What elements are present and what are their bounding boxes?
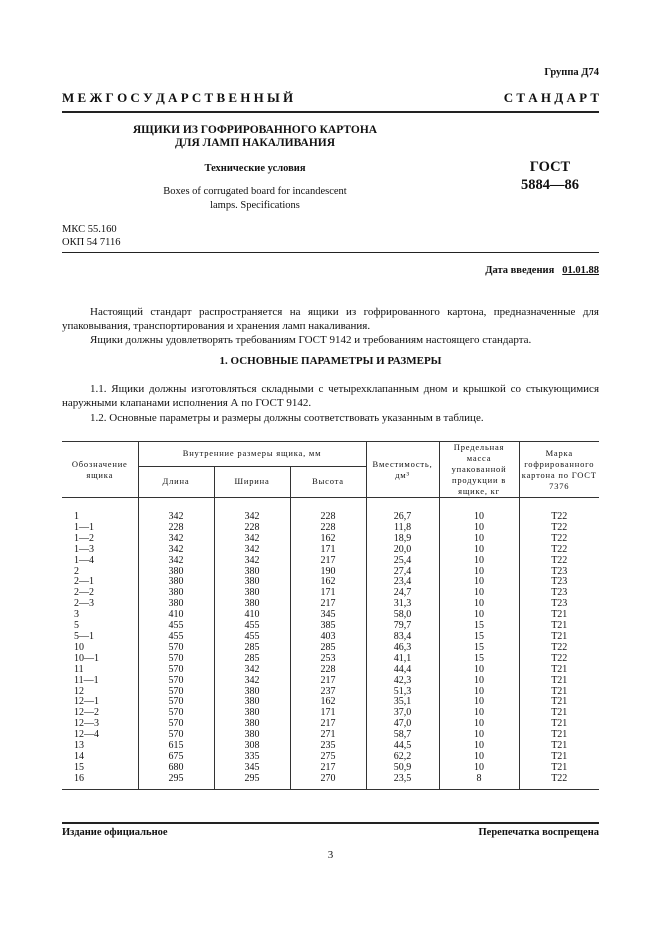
table-cell: 345 [214,763,290,774]
table-cell: 570 [138,730,214,741]
table-cell: 1—3 [62,545,138,556]
table-cell: 235 [290,741,366,752]
table-cell: 253 [290,654,366,665]
table-cell: 10 [439,577,519,588]
table-cell: 380 [138,588,214,599]
table-cell: Т23 [519,599,599,610]
table-cell: 1—1 [62,523,138,534]
header-max-mass: Предельная масса упакованной продукции в ящике, кг [439,442,519,498]
table-cell: 10 [439,665,519,676]
table-cell: 570 [138,719,214,730]
table-cell: 12—2 [62,708,138,719]
table-cell: Т22 [519,643,599,654]
table-row [62,665,599,676]
gost-number: 5884—86 [521,177,579,193]
table-cell: 675 [138,752,214,763]
table-cell: 217 [290,676,366,687]
table-cell: 570 [138,665,214,676]
table-row [62,498,599,523]
table-cell: 380 [138,599,214,610]
intro-paragraph-2-text: Ящики должны удовлетворять требованиям ГОСТ 9142 и требованиям настоящего стандарта. [90,334,532,346]
effective-date-label: Дата введения [485,265,555,276]
table-cell: Т22 [519,498,599,523]
table-cell: 380 [214,687,290,698]
table-cell: 615 [138,741,214,752]
table-cell: 342 [214,556,290,567]
table-cell: 11 [62,665,138,676]
parameters-table [62,441,599,790]
table-cell: 570 [138,697,214,708]
standard-banner [62,90,599,106]
header-length: Длина [138,466,214,497]
table-cell: 41,1 [366,654,439,665]
table-cell: 455 [138,621,214,632]
table-cell: 342 [214,676,290,687]
table-cell: 5 [62,621,138,632]
table-cell: 295 [214,774,290,789]
header-rule [62,111,599,113]
table-cell: 228 [214,523,290,534]
table-cell: 11,8 [366,523,439,534]
intro-paragraph-1-text: Настоящий стандарт распространяется на ящики из гофрированного картона, предназначенные для упаковывания, транспортирования и хранения ламп накаливания. [62,306,599,332]
mks-code: МКС 55.160 [62,224,117,235]
table-cell: 37,0 [366,708,439,719]
table-cell: 58,7 [366,730,439,741]
table-cell: 10 [439,719,519,730]
table-cell: 228 [290,498,366,523]
table-cell: 217 [290,719,366,730]
table-cell: 380 [138,577,214,588]
table-row [62,774,599,789]
table-cell: 42,3 [366,676,439,687]
table-cell: 44,5 [366,741,439,752]
table-cell: 79,7 [366,621,439,632]
header-capacity: Вместимость, дм³ [366,442,439,498]
table-cell: 342 [138,498,214,523]
table-cell: 50,9 [366,763,439,774]
table-cell: 15 [439,654,519,665]
table-cell: 380 [214,719,290,730]
table-cell: 58,0 [366,610,439,621]
table-cell: 342 [138,545,214,556]
table-cell: 15 [439,621,519,632]
table-cell: 10 [439,498,519,523]
table-cell: 680 [138,763,214,774]
table-cell: 228 [290,665,366,676]
intro-paragraph-2 [62,333,599,347]
table-cell: 15 [62,763,138,774]
table-cell: 271 [290,730,366,741]
okp-code: ОКП 54 7116 [62,237,121,248]
table-cell: 10 [439,697,519,708]
table-cell: 62,2 [366,752,439,763]
table-cell: 228 [138,523,214,534]
table-cell: 16 [62,774,138,789]
table-cell: Т21 [519,708,599,719]
header-width: Ширина [214,466,290,497]
table-cell: 455 [214,621,290,632]
table-cell: 275 [290,752,366,763]
table-cell: 23,4 [366,577,439,588]
table-cell: 12—3 [62,719,138,730]
table-cell: 380 [214,588,290,599]
table-cell: 380 [214,697,290,708]
table-cell: 342 [214,534,290,545]
table-cell: Т22 [519,523,599,534]
header-inner-dimensions: Внутренние размеры ящика, мм [138,442,366,467]
table-cell: 10 [62,643,138,654]
table-cell: 455 [138,632,214,643]
table-cell: Т23 [519,577,599,588]
title-line-1: ЯЩИКИ ИЗ ГОФРИРОВАННОГО КАРТОНА [132,124,378,136]
table-cell: 270 [290,774,366,789]
table-cell: 455 [214,632,290,643]
table-cell: 10 [439,556,519,567]
table-cell: 345 [290,610,366,621]
table-cell: Т21 [519,610,599,621]
table-cell: 51,3 [366,687,439,698]
table-cell: 35,1 [366,697,439,708]
clause-1-2 [62,411,599,425]
table-cell: 31,3 [366,599,439,610]
gost-label: ГОСТ [529,159,571,175]
table-cell: 217 [290,599,366,610]
table-cell: 12 [62,687,138,698]
codes-rule [62,252,599,253]
table-cell: 13 [62,741,138,752]
table-cell: 10 [439,534,519,545]
table-cell: 570 [138,654,214,665]
table-cell: 5—1 [62,632,138,643]
clause-1-1-text: 1.1. Ящики должны изготовляться складными с четырехклапанным дном и крышкой со стыкующимися наружными клапанами исполнения А по ГОСТ 9142. [62,383,599,409]
table-cell: 385 [290,621,366,632]
table-cell: 1 [62,498,138,523]
table-cell: 10 [439,567,519,578]
table-cell: 27,4 [366,567,439,578]
table-cell: Т21 [519,676,599,687]
table-row [62,676,599,687]
table-cell: 570 [138,708,214,719]
table-cell: 18,9 [366,534,439,545]
header-height: Высота [290,466,366,497]
table-cell: 10 [439,708,519,719]
table-cell: 380 [214,708,290,719]
table-cell: 308 [214,741,290,752]
table-cell: 285 [214,654,290,665]
table-cell: 44,4 [366,665,439,676]
table-cell: 3 [62,610,138,621]
table-cell: 2—2 [62,588,138,599]
table-cell: 171 [290,588,366,599]
table-cell: 2 [62,567,138,578]
table-cell: 342 [138,534,214,545]
table-cell: 10 [439,588,519,599]
table-cell: Т23 [519,567,599,578]
table-cell: 217 [290,556,366,567]
title-line-2: ДЛЯ ЛАМП НАКАЛИВАНИЯ [174,137,336,149]
table-cell: 570 [138,687,214,698]
table-cell: 285 [214,643,290,654]
table-cell: 162 [290,577,366,588]
table-cell: 8 [439,774,519,789]
reprint-prohibited: Перепечатка воспрещена [478,827,599,838]
table-cell: 10 [439,610,519,621]
table-cell: Т21 [519,752,599,763]
table-cell: 46,3 [366,643,439,654]
table-cell: 285 [290,643,366,654]
table-cell: 410 [138,610,214,621]
table-row [62,545,599,556]
table-cell: 10—1 [62,654,138,665]
table-cell: Т22 [519,545,599,556]
header-designation: Обозначение ящика [62,442,138,498]
table-cell: 342 [214,545,290,556]
table-cell: 10 [439,676,519,687]
table-cell: Т22 [519,774,599,789]
classification-codes [62,223,121,249]
table-cell: 15 [439,643,519,654]
clause-1-1 [62,382,599,410]
table-cell: 23,5 [366,774,439,789]
table-cell: 380 [214,567,290,578]
table-cell: 10 [439,687,519,698]
effective-date [485,265,599,276]
table-cell: 380 [214,577,290,588]
table-cell: 10 [439,752,519,763]
table-cell: Т21 [519,763,599,774]
table-cell: 11—1 [62,676,138,687]
table-cell: 228 [290,523,366,534]
table-cell: 10 [439,741,519,752]
banner-left: М Е Ж Г О С У Д А Р С Т В Е Н Н Ы Й [62,90,294,105]
table-cell: Т21 [519,730,599,741]
table-cell: 14 [62,752,138,763]
section-heading: 1. ОСНОВНЫЕ ПАРАМЕТРЫ И РАЗМЕРЫ [219,355,442,367]
document-subtitle: Технические условия [204,163,306,174]
document-title [90,124,420,150]
table-cell: 10 [439,763,519,774]
table-cell: 83,4 [366,632,439,643]
table-cell: 162 [290,697,366,708]
table-cell: 380 [138,567,214,578]
english-title-line-2: lamps. Specifications [210,200,300,211]
table-cell: 10 [439,523,519,534]
table-cell: 20,0 [366,545,439,556]
table-cell: 12—1 [62,697,138,708]
table-cell: 2—3 [62,599,138,610]
table-cell: 570 [138,643,214,654]
table-cell: 217 [290,763,366,774]
table-cell: 15 [439,632,519,643]
footer-rule [62,822,599,824]
table-cell: 380 [214,599,290,610]
table-cell: 342 [138,556,214,567]
table-cell: 2—1 [62,577,138,588]
table-cell: 570 [138,676,214,687]
table-cell: 12—4 [62,730,138,741]
gost-designation [500,158,600,194]
official-edition: Издание официальное [62,827,168,838]
table-cell: Т22 [519,654,599,665]
clause-1-2-text: 1.2. Основные параметры и размеры должны соответствовать указанным в таблице. [90,412,484,424]
table-cell: 342 [214,665,290,676]
table-cell: 1—4 [62,556,138,567]
english-title [110,185,400,213]
table-cell: 47,0 [366,719,439,730]
table-cell: 10 [439,730,519,741]
table-cell: Т21 [519,687,599,698]
table-cell: 1—2 [62,534,138,545]
table-cell: 24,7 [366,588,439,599]
table-cell: 10 [439,599,519,610]
table-cell: Т22 [519,556,599,567]
banner-right: С Т А Н Д А Р Т [503,90,599,105]
table-body [62,498,599,790]
table-cell: Т21 [519,665,599,676]
table-cell: 237 [290,687,366,698]
table-row [62,556,599,567]
table-cell: 26,7 [366,498,439,523]
table-cell: 295 [138,774,214,789]
english-title-line-1: Boxes of corrugated board for incandescent [163,186,347,197]
table-cell: 380 [214,730,290,741]
table-cell: Т23 [519,588,599,599]
table-cell: Т21 [519,741,599,752]
table-cell: Т21 [519,621,599,632]
table-cell: Т22 [519,534,599,545]
table-cell: 410 [214,610,290,621]
table-cell: 10 [439,545,519,556]
table-cell: Т21 [519,719,599,730]
page-number: 3 [327,849,334,861]
table-cell: 171 [290,545,366,556]
table-cell: 342 [214,498,290,523]
table-cell: 25,4 [366,556,439,567]
table-cell: 403 [290,632,366,643]
effective-date-value: 01.01.88 [562,265,599,276]
intro-paragraph-1 [62,305,599,333]
table-cell: 335 [214,752,290,763]
table-cell: Т21 [519,632,599,643]
table-cell: 162 [290,534,366,545]
header-board-grade: Марка гофрированного картона по ГОСТ 7376 [519,442,599,498]
table-cell: 171 [290,708,366,719]
table-cell: 190 [290,567,366,578]
group-code: Группа Д74 [544,67,599,78]
table-cell: Т21 [519,697,599,708]
